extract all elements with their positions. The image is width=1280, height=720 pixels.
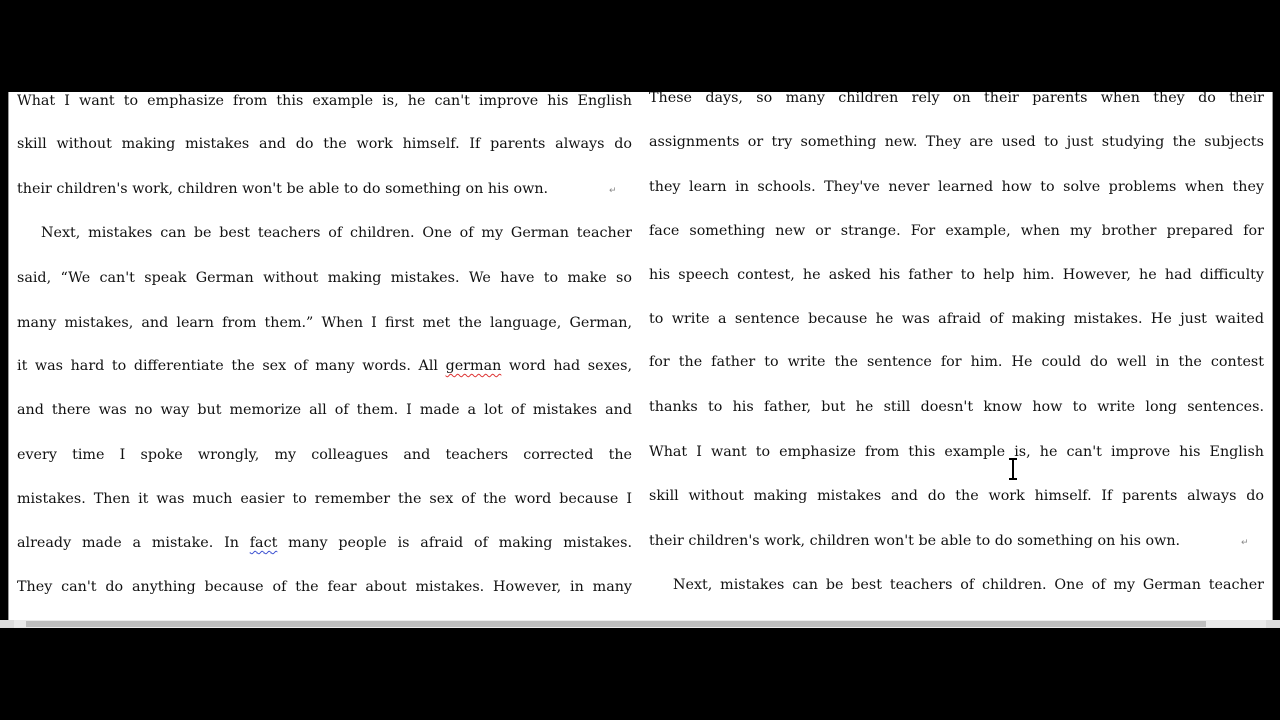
text-line: they learn in schools. They've never learned how to solve problems when they [649, 179, 1264, 195]
text-line: every time I spoke wrongly, my colleagues and teachers corrected the [17, 447, 632, 463]
scroll-right-button[interactable] [1266, 620, 1280, 628]
text-line: These days, so many children rely on their parents when they do their [649, 92, 1264, 106]
document-page-left[interactable] [8, 92, 642, 620]
text-run: word had sexes, [501, 358, 632, 374]
text-run: it was hard to differentiate the sex of many words. All [17, 358, 446, 374]
text-line: Next, mistakes can be best teachers of children. One of my German teacher [673, 577, 1264, 593]
text-line: thanks to his father, but he still doesn't know how to write long sentences. [649, 399, 1264, 415]
paragraph-mark-icon: ↵ [609, 186, 617, 196]
text-line: to write a sentence because he was afraid of making mistakes. He just waited [649, 311, 1264, 327]
scroll-left-button[interactable] [0, 620, 14, 628]
text-line: his speech contest, he asked his father to help him. However, he had difficulty [649, 267, 1264, 283]
text-line: assignments or try something new. They are used to just studying the subjects [649, 134, 1264, 150]
text-line: for the father to write the sentence for him. He could do well in the contest [649, 354, 1264, 370]
text-line: many mistakes, and learn from them.” When I first met the language, German, [17, 315, 632, 331]
text-line [17, 534, 632, 552]
text-line: their children's work, children won't be able to do something on his own. [17, 181, 549, 197]
text-line: What I want to emphasize from this example is, he can't improve his English [17, 93, 632, 109]
text-line: Next, mistakes can be best teachers of children. One of my German teacher [41, 225, 632, 241]
i-beam-cursor-icon [1007, 458, 1019, 480]
paragraph-mark-icon: ↵ [1241, 538, 1249, 548]
text-line: mistakes. Then it was much easier to remember the sex of the word because I [17, 491, 632, 507]
text-line [17, 357, 632, 375]
scrollbar-thumb[interactable] [26, 621, 1206, 627]
grammar-error-word[interactable]: fact [249, 535, 278, 551]
text-line: skill without making mistakes and do the work himself. If parents always do [17, 136, 632, 152]
horizontal-scrollbar[interactable] [0, 620, 1280, 628]
text-line: their children's work, children won't be able to do something on his own. [649, 533, 1181, 549]
text-run: many people is afraid of making mistakes. [277, 535, 632, 551]
document-page-right[interactable] [641, 92, 1273, 620]
text-line: and there was no way but memorize all of them. I made a lot of mistakes and [17, 402, 632, 418]
text-line: What I want to emphasize from this example is, he can't improve his English [649, 444, 1264, 460]
spelling-error-word[interactable]: german [445, 358, 502, 374]
text-line: face something new or strange. For example, when my brother prepared for [649, 223, 1264, 239]
text-line: They can't do anything because of the fear about mistakes. However, in many [17, 579, 632, 595]
text-line: said, “We can't speak German without making mistakes. We have to make so [17, 270, 632, 286]
text-run: already made a mistake. In [17, 535, 250, 551]
text-line: skill without making mistakes and do the work himself. If parents always do [649, 488, 1264, 504]
